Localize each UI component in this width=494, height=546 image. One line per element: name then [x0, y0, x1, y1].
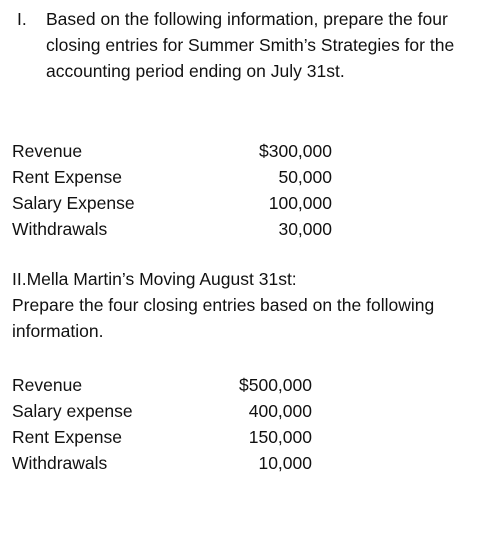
- table-row: [12, 424, 312, 450]
- item-label: Revenue: [12, 375, 83, 395]
- table-row: [12, 190, 332, 216]
- item-label: Salary expense: [12, 401, 133, 421]
- problem-1-prompt: [12, 6, 482, 84]
- item-label: Withdrawals: [12, 219, 108, 239]
- item-amount: 50,000: [278, 167, 332, 187]
- item-label: Withdrawals: [12, 453, 108, 473]
- table-row: [12, 450, 312, 476]
- item-label: Rent Expense: [12, 167, 122, 187]
- item-amount: $300,000: [259, 141, 332, 161]
- problem-1-table: [12, 138, 332, 242]
- problem-2-instruction: Prepare the four closing entries based on the following information.: [12, 295, 435, 341]
- problem-1-number: I.: [17, 9, 27, 29]
- item-amount: $500,000: [239, 375, 312, 395]
- table-row: [12, 216, 332, 242]
- item-amount: 10,000: [258, 453, 312, 473]
- item-amount: 150,000: [248, 427, 312, 447]
- table-row: [12, 398, 312, 424]
- item-amount: 30,000: [278, 219, 332, 239]
- problem-2-prompt: [12, 266, 482, 344]
- table-row: [12, 138, 332, 164]
- table-row: [12, 372, 312, 398]
- table-row: [12, 164, 332, 190]
- problem-2-heading: II.Mella Martin’s Moving August 31st:: [12, 269, 297, 289]
- problem-1-text: Based on the following information, prepare the four closing entries for Summer Smith’s Strategies for the accounting period ending on July 31st.: [46, 9, 455, 81]
- item-label: Rent Expense: [12, 427, 122, 447]
- item-label: Revenue: [12, 141, 83, 161]
- problem-2-table: [12, 372, 312, 476]
- item-amount: 400,000: [248, 401, 312, 421]
- item-label: Salary Expense: [12, 193, 135, 213]
- item-amount: 100,000: [268, 193, 332, 213]
